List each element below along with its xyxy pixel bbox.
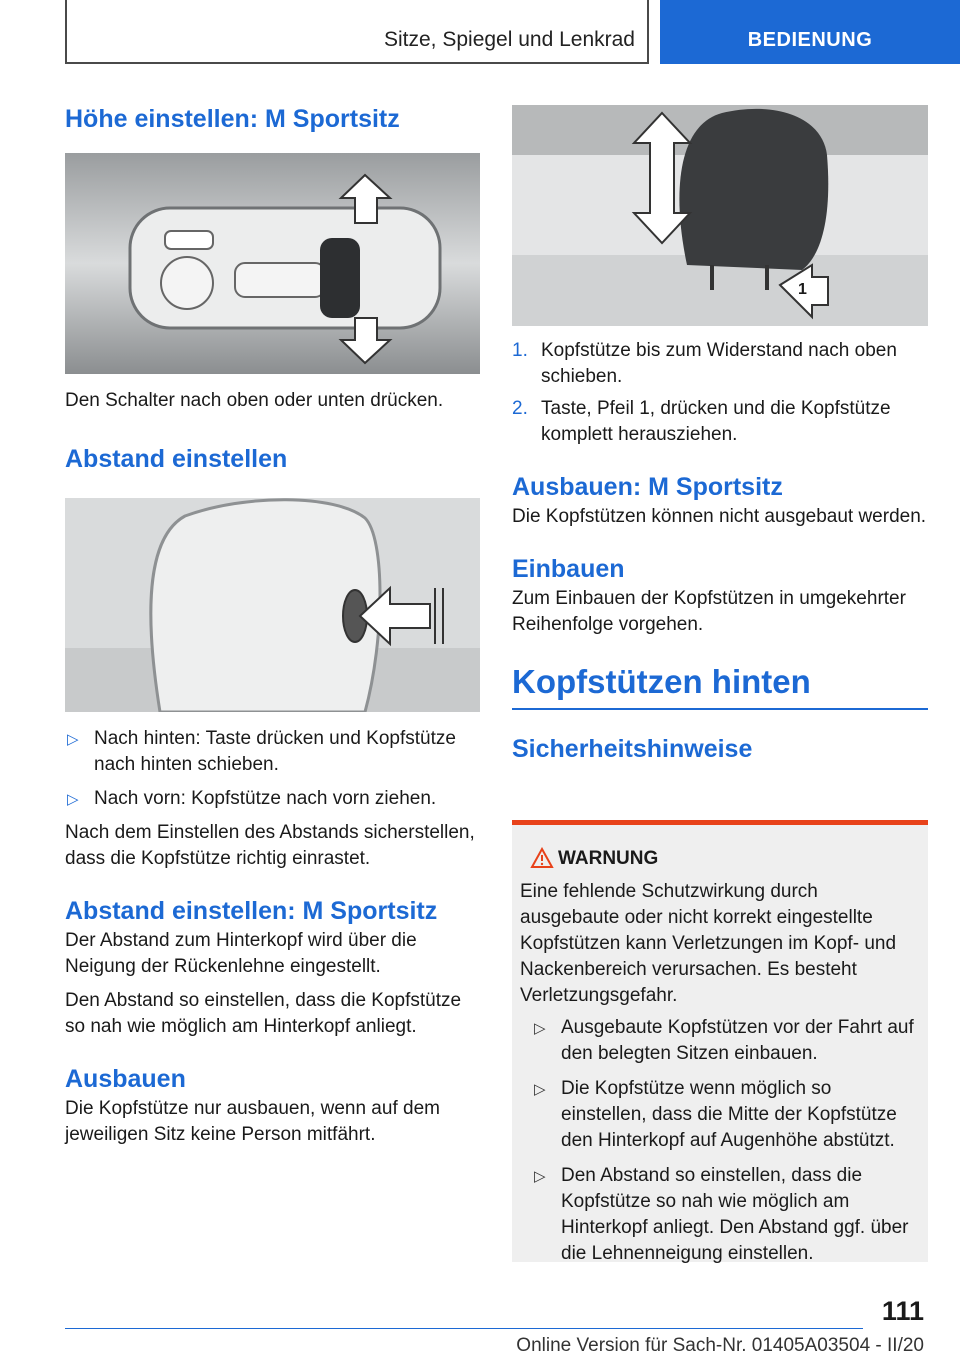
abstand-list — [65, 726, 480, 812]
text-schalter: Den Schalter nach oben oder unten drücken. — [65, 390, 444, 411]
footer-rule — [65, 1328, 863, 1329]
list-item — [532, 1076, 918, 1154]
text-abstand-sport-2: Den Abstand so einstellen, dass die Kopfstütze so nah wie möglich am Hinterkopf anliegt. — [65, 990, 462, 1037]
headrest-removal-image — [512, 105, 928, 326]
step-number: 2. — [512, 398, 528, 419]
step-text: Taste, Pfeil 1, drücken und die Kopfstütze komplett herausziehen. — [541, 398, 891, 445]
text-einrasten: Nach dem Einstellen des Abstands sicherstellen, dass die Kopfstütze richtig einrastet. — [65, 822, 475, 869]
text-ausbauen: Die Kopfstütze nur ausbauen, wenn auf dem jeweiligen Sitz keine Person mitfährt. — [65, 1098, 440, 1145]
warning-triangle-icon — [530, 847, 554, 876]
list-item-text: Die Kopfstütze wenn möglich so einstellen, dass die Mitte der Kopfstütze den Hinterkopf auf Augenhöhe abstützt. — [561, 1078, 897, 1151]
list-item — [65, 786, 480, 812]
seat-switch-image — [65, 153, 480, 374]
step-item — [512, 338, 928, 390]
step-text: Kopfstütze bis zum Widerstand nach oben schieben. — [541, 340, 897, 387]
warning-title-text: WARNUNG — [558, 848, 659, 869]
heading-kopfstuetzen-hinten: Kopfstützen hinten — [512, 663, 811, 700]
warning-text: Eine fehlende Schutzwirkung durch ausgebaute oder nicht korrekt eingestellte Kopfstützen kann Verletzungen im Kopf- und Nackenbereich verursachen. Es besteht Verletzungsgefahr. — [520, 881, 897, 1006]
warning-title — [520, 847, 918, 871]
section-title: Sitze, Spiegel und Lenkrad — [383, 28, 635, 51]
left-column — [65, 100, 480, 1148]
page-number: 111 — [881, 1296, 924, 1326]
heading-hoehe-einstellen: Höhe einstellen: M Sportsitz — [65, 105, 400, 133]
text-ausbauen-sport: Die Kopfstützen können nicht ausgebaut werden. — [512, 506, 927, 527]
heading-sicherheitshinweise: Sicherheitshinweise — [512, 735, 753, 763]
removal-steps — [512, 338, 928, 448]
heading-ausbauen-sportsitz: Ausbauen: M Sportsitz — [512, 473, 783, 501]
heading-abstand-sportsitz: Abstand einstellen: M Sportsitz — [65, 897, 438, 925]
step-number: 1. — [512, 340, 528, 361]
list-item-text: Nach vorn: Kopfstütze nach vorn ziehen. — [94, 788, 437, 809]
triangle-bullet-icon: ▷ — [67, 791, 79, 808]
list-item-text: Nach hinten: Taste drücken und Kopfstütze nach hinten schieben. — [94, 728, 456, 775]
warning-list — [520, 1015, 918, 1267]
list-item — [65, 726, 480, 778]
list-item-text: Ausgebaute Kopfstützen vor der Fahrt auf den belegten Sitzen einbauen. — [561, 1017, 914, 1064]
triangle-bullet-icon: ▷ — [534, 1020, 546, 1037]
list-item-text: Den Abstand so einstellen, dass die Kopfstütze so nah wie möglich am Hinterkopf anliegt. Den Abstand ggf. über die Lehnenneigung einstellen. — [561, 1165, 909, 1264]
triangle-bullet-icon: ▷ — [67, 731, 79, 748]
list-item — [532, 1015, 918, 1067]
headrest-distance-image — [65, 498, 480, 712]
text-einbauen: Zum Einbauen der Kopfstützen in umgekehrter Reihenfolge vorgehen. — [512, 588, 906, 635]
heading-rule — [512, 708, 928, 710]
triangle-bullet-icon: ▷ — [534, 1081, 546, 1098]
warning-box — [512, 820, 928, 1262]
footer-version-text: Online Version für Sach-Nr. 01405A03504 - II/20 — [516, 1335, 924, 1356]
text-abstand-sport-1: Der Abstand zum Hinterkopf wird über die Neigung der Rückenlehne eingestellt. — [65, 930, 417, 977]
right-column — [512, 105, 928, 764]
figure-callout-1: 1 — [798, 281, 807, 298]
heading-einbauen: Einbauen — [512, 555, 625, 583]
heading-ausbauen: Ausbauen — [65, 1065, 186, 1093]
chapter-tab[interactable]: BEDIENUNG — [660, 0, 960, 64]
heading-abstand-einstellen: Abstand einstellen — [65, 445, 288, 473]
list-item — [532, 1163, 918, 1267]
step-item — [512, 396, 928, 448]
triangle-bullet-icon: ▷ — [534, 1168, 546, 1185]
header-section-box — [65, 0, 649, 64]
